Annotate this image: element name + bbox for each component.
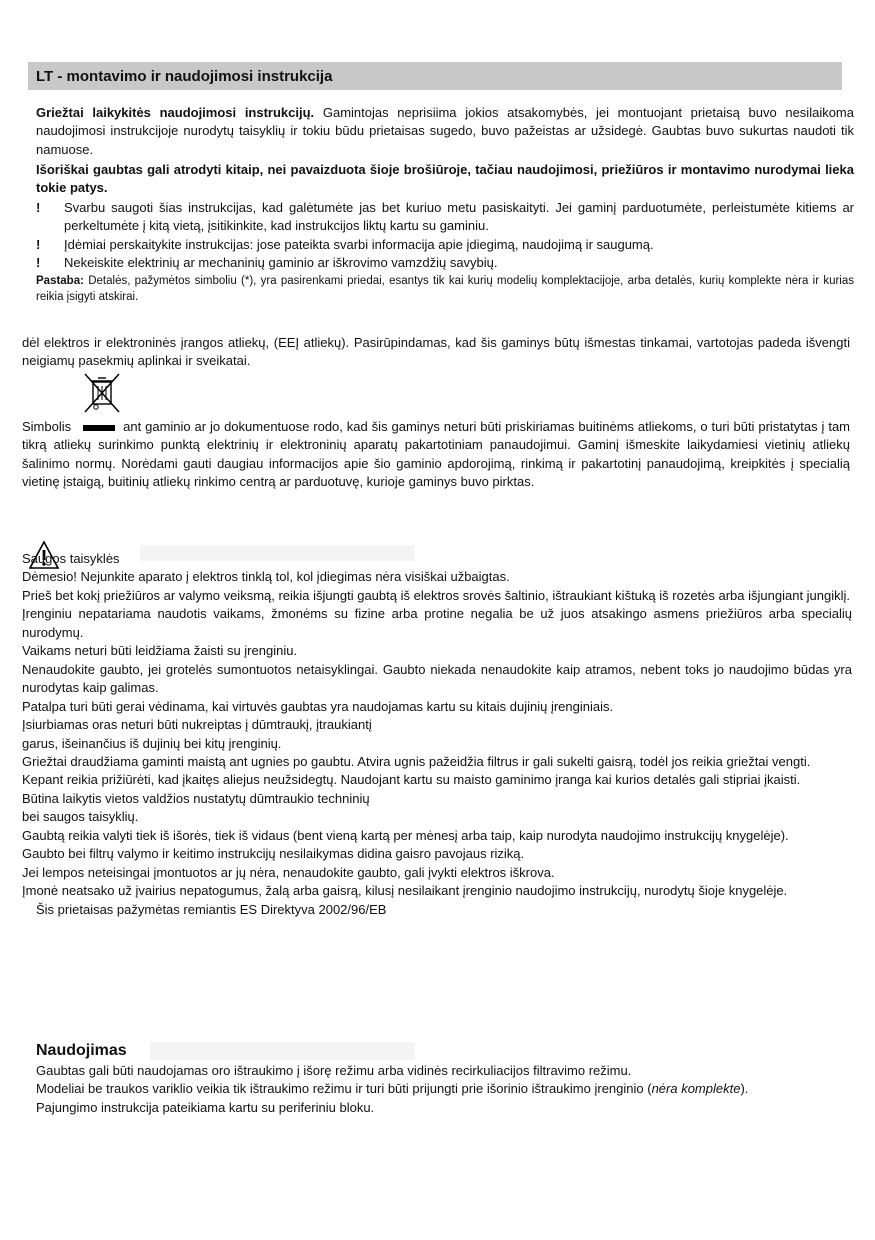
section-title: LT - montavimo ir naudojimosi instrukcija — [36, 68, 333, 85]
usage-line2-italic: nėra komplekte — [651, 1081, 741, 1097]
intro-bold: Griežtai laikykitės naudojimosi instrukcijų. — [36, 105, 315, 120]
usage-line2-main: Modeliai be traukos variklio veikia tik ištraukimo režimu ir turi būti prijungti prie išorinio ištraukimo įrenginio ( — [36, 1081, 652, 1097]
usage-section — [36, 1062, 852, 1117]
usage-line: Pajungimo instrukcija pateikiama kartu su periferiniu bloku. — [36, 1099, 375, 1115]
safety-line: Gaubtą reikia valyti tiek iš išorės, tiek iš vidaus (bent vieną kartą per mėnesį arba taip, kaip nurodyta naudojimo instrukcijų knygelėje). — [22, 827, 789, 843]
safety-line: Dėmesio! Nejunkite aparato į elektros tinklą tol, kol įdiegimas nėra visiškai užbaigtas. — [22, 569, 510, 585]
usage-heading: Naudojimas — [36, 1042, 127, 1059]
weee-symbol-paragraph — [22, 418, 850, 492]
note-text: Svarbu saugoti šias instrukcijas, kad galėtumėte jas bet kuriuo metu pasiskaityti. Jei gaminį parduotumėte, perleistumėte kitiems ar perkeltumėte į kitą vietą, įsitikinkite, kad instrukcijos liktų kartu su gaminiu. — [64, 200, 854, 234]
intro-paragraph — [36, 104, 854, 159]
safety-line: Įmonė neatsako už įvairius nepatogumus, žalą arba gaisrą, kilusį nesilaikant įrenginio naudojimo instrukcijų, nurodytų šioje knygelėje. — [22, 883, 788, 899]
safety-line: Nenaudokite gaubto, jei grotelės sumontuotos netaisyklingai. Gaubto niekada nenaudokite kaip atramos, nebent toks jo naudojimo būdas yra nurodytas kaip galimas. — [22, 661, 852, 696]
symbol-word: Simbolis — [22, 419, 72, 434]
exclamation-mark: ! — [36, 255, 41, 271]
safety-line: Patalpa turi būti gerai vėdinama, kai virtuvės gaubtas yra naudojamas kartu su kitais dujinių įrenginiais. — [22, 698, 614, 714]
symbol-text: ant gaminio ar jo dokumentuose rodo, kad šis gaminys neturi būti priskiriamas buitinėms atliekoms, o turi būti pristatytas į tam tikrą atliekų surinkimo punktą elektrinių ir elektroninių aparatų pakartotiniam panaudojimui. Gaminį išmeskite laikydamiesi vietinių atliekų šalinimo normų. Norėdami gauti daugiau informacijos apie šio gaminio apdorojimą, rinkimą ir pakartotinį panaudojimą, kreipkitės į specialią vietinę įstaigą, buitinių atliekų rinkimo centrą ar parduotuvę, kurioje gaminys buvo pirktas. — [22, 419, 850, 490]
faint-scan-artifact — [150, 1042, 415, 1060]
note-remark — [36, 273, 854, 306]
usage-line2-end: ). — [740, 1081, 749, 1097]
safety-line: Vaikams neturi būti leidžiama žaisti su įrenginiu. — [22, 643, 298, 659]
note-text: Nekeiskite elektrinių ar mechaninių gaminio ar iškrovimo vamzdžių savybių. — [64, 255, 498, 271]
safety-section — [22, 550, 852, 919]
safety-line: Būtina laikytis vietos valdžios nustatytų dūmtraukio techninių — [22, 790, 370, 806]
remark-label: Pastaba: — [36, 274, 84, 287]
note-text: Įdėmiai perskaitykite instrukcijas: jose pateikta svarbi informacija apie įdiegimą, naudojimą ir saugumą. — [64, 236, 654, 252]
safety-line: Griežtai draudžiama gaminti maistą ant ugnies po gaubtu. Atvira ugnis pažeidžia filtrus ir gali sukelti gaisrą, todėl jos reikia griežtai vengti. — [22, 753, 811, 769]
safety-title: Saugos taisyklės — [22, 551, 120, 566]
safety-line: Prieš bet kokį priežiūros ar valymo veiksmą, reikia išjungti gaubtą iš elektros srovės šaltinio, ištraukiant kištuką iš rozetės arba išjungiant jungiklį. — [22, 587, 851, 603]
safety-line: garus, išeinančius iš dujinių bei kitų įrenginių. — [22, 735, 282, 751]
exclamation-mark: ! — [36, 200, 41, 215]
note-item — [36, 254, 854, 272]
safety-line: bei saugos taisyklių. — [22, 809, 139, 825]
usage-line — [36, 1080, 852, 1098]
notes-list — [36, 199, 854, 305]
section-header — [28, 62, 842, 90]
safety-line: Kepant reikia prižiūrėti, kad įkaitęs aliejus neužsidegtų. Naudojant kartu su maisto gaminimo įranga kai kurios detalės gali stipriai įkaisti. — [22, 772, 801, 788]
black-bar-icon — [83, 425, 115, 431]
safety-line: Šis prietaisas pažymėtas remiantis ES Direktyva 2002/96/EB — [36, 901, 387, 917]
safety-line: Įrenginiu nepatariama naudotis vaikams, žmonėms su fizine arba protine negalia be už juos atsakingo asmens priežiūros arba specialių nurodymų. — [22, 606, 852, 640]
exclamation-mark: ! — [36, 236, 41, 252]
intro-text: Gamintojas neprisiima jokios atsakomybės, jei montuojant prietaisą buvo nesilaikoma naudojimosi instrukcijoje nurodytų taisyklių ir tokiu būdu prietaisas sugedo, buvo pažeistas ar užsidegė. Gaubtas buvo sukurtas naudoti tik namuose. — [36, 105, 854, 157]
intro-paragraph-2: Išoriškai gaubtas gali atrodyti kitaip, nei pavaizduota šioje brošiūroje, tačiau naudojimosi, priežiūros ir montavimo nurodymai lieka tokie patys. — [36, 162, 854, 196]
note-item — [36, 236, 854, 254]
safety-line: Įsiurbiamas oras neturi būti nukreiptas į dūmtraukį, įtraukiantį — [22, 717, 372, 733]
note-item — [36, 199, 854, 236]
safety-line: Gaubto bei filtrų valymo ir keitimo instrukcijų nesilaikymas didina gaisro pavojaus riziką. — [22, 846, 525, 862]
safety-line: Jei lempos neteisingai įmontuotos ar jų nėra, nenaudokite gaubto, gali įvykti elektros iškrova. — [22, 864, 555, 880]
usage-line: Gaubtas gali būti naudojamas oro ištraukimo į išorę režimu arba vidinės recirkuliacijos filtravimo režimu. — [36, 1063, 632, 1078]
remark-text: Detalės, pažymėtos simboliu (*), yra pasirenkami priedai, esantys tik kai kurių modelių komplektacijoje, arba detalės, kurių komplekte nėra ir kurias reikia įsigyti atskirai. — [36, 274, 854, 304]
weee-intro: dėl elektros ir elektroninės įrangos atliekų, (EEĮ atliekų). Pasirūpindamas, kad šis gaminys būtų išmestas tinkamai, vartotojas padeda išvengti neigiamų pasekmių aplinkai ir sveikatai. — [22, 335, 850, 369]
crossed-bin-icon — [82, 372, 122, 414]
